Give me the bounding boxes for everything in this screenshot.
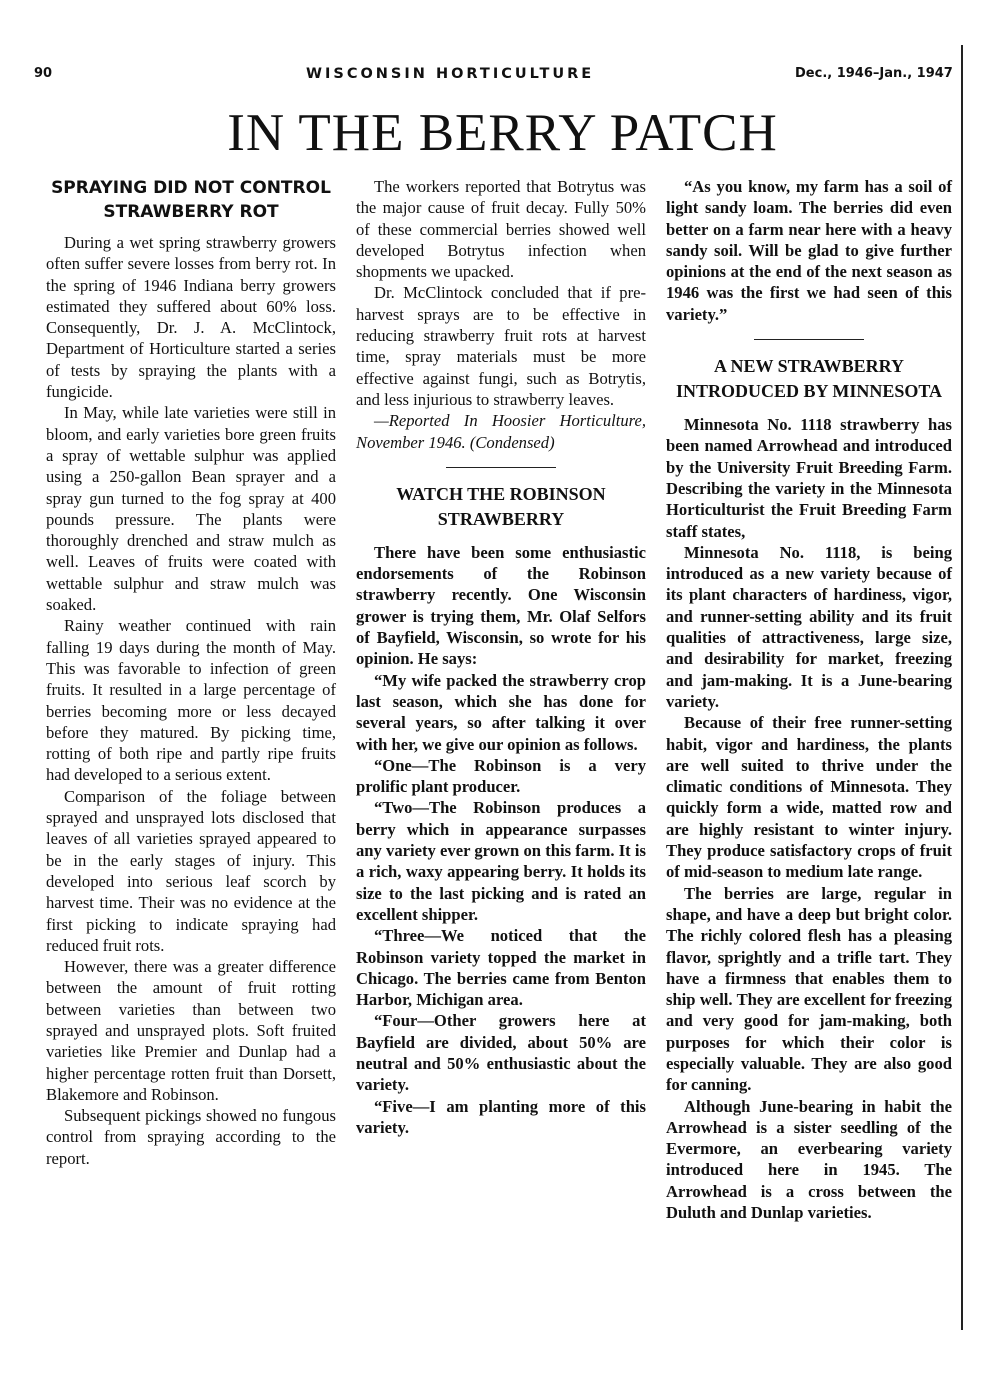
- article-paragraph: Minnesota No. 1118, is being introduced as a new variety because of its plant characters of hardiness, vigor, and runner-setting ability and its fruit qualities of attractiveness, large size, and desirability for market, freezing and jam-making. It is a June-bearing variety.: [666, 542, 952, 711]
- article-credit: —Reported In Hoosier Horticulture, November 1946. (Condensed): [356, 411, 646, 452]
- article-paragraph: Minnesota No. 1118 strawberry has been named Arrowhead and introduced by the University Fruit Breeding Farm. Describing the variety in the Minnesota Horticulturist the Fruit Breeding Farm staff states,: [666, 415, 952, 541]
- running-head: WISCONSIN HORTICULTURE: [306, 66, 595, 82]
- article-paragraph: “Three—We noticed that the Robinson variety topped the market in Chicago. The berries came from Benton Harbor, Michigan area.: [356, 926, 646, 1010]
- column-1: [46, 176, 336, 1169]
- article-paragraph: However, there was a greater difference between the amount of fruit rotting between varieties than between two sprayed and unsprayed plots. Soft fruited varieties like Premier and Dunlap had a higher percentage rotten fruit than Dorsett, Blakemore and Robinson.: [46, 957, 336, 1104]
- page-number: 90: [34, 66, 53, 81]
- article-paragraph: “My wife packed the strawberry crop last season, which she has done for several years, so after talking it over with her, we give our opinion as follows.: [356, 670, 646, 754]
- section-divider: [446, 467, 556, 468]
- column-2: [356, 176, 646, 1138]
- article-paragraph: Because of their free runner-setting habit, vigor and hardiness, the plants are well suited to thrive under the climatic conditions of Minnesota. They quickly form a wide, matted row and are highly resistant to winter injury. They produce satisfactory crops of fruit of mid-season to medium late range.: [666, 713, 952, 882]
- page-title: IN THE BERRY PATCH: [227, 104, 778, 162]
- article-paragraph: During a wet spring strawberry growers often suffer severe losses from berry rot. In the spring of 1946 Indiana berry growers estimated they suffered about 60% loss. Consequently, Dr. J. A. McClintock, Department of Horticulture started a series of tests by spraying the plants with a fungicide.: [46, 233, 336, 402]
- column-3: [666, 176, 952, 1223]
- article-paragraph: In May, while late varieties were still in bloom, and early varieties bore green fruits a spray of wettable sulphur was applied using a 250-gallon Bean sprayer and a spray gun turned to the fog spray at 400 pounds pressure. The plants were thoroughly drenched and straw mulch as well. Leaves of fruits were coated with wettable sulphur and straw mulch was soaked.: [46, 403, 336, 615]
- article-paragraph: Although June-bearing in habit the Arrowhead is a sister seedling of the Evermore, an everbearing variety introduced here in 1945. The Arrowhead is a cross between the Duluth and Dunlap varieties.: [666, 1096, 952, 1223]
- article-paragraph: Dr. McClintock concluded that if pre-harvest sprays are to be effective in reducing strawberry fruit rots at harvest time, spray materials must be more effective against fungi, such as Botrytis, and less injurious to strawberry leaves.: [356, 283, 646, 409]
- article-heading-spraying: SPRAYING DID NOT CONTROL STRAWBERRY ROT: [51, 178, 331, 222]
- issue-date: Dec., 1946–Jan., 1947: [795, 66, 953, 81]
- article-paragraph: “Five—I am planting more of this variety.: [356, 1096, 646, 1137]
- article-paragraph: Subsequent pickings showed no fungous control from spraying according to the report.: [46, 1106, 336, 1168]
- article-paragraph: “Four—Other growers here at Bayfield are divided, about 50% are neutral and 50% enthusiastic about the variety.: [356, 1011, 646, 1095]
- article-heading-minnesota: A NEW STRAWBERRY INTRODUCED BY MINNESOTA: [675, 356, 943, 402]
- article-paragraph: “One—The Robinson is a very prolific plant producer.: [356, 755, 646, 797]
- article-paragraph: The berries are large, regular in shape, and have a deep but bright color. The richly colored flesh has a pleasing flavor, sprightly and a trifle tart. They have a firmness that enables them to ship well. They are excellent for freezing and very good for jam-making, both purposes for which their color is especially valuable. They are also good for canning.: [666, 883, 952, 1095]
- article-paragraph: There have been some enthusiastic endorsements of the Robinson strawberry recently. One Wisconsin grower is trying them, Mr. Olaf Selfors of Bayfield, Wisconsin, so wrote for his opinion. He says:: [356, 542, 646, 669]
- article-heading-robinson: WATCH THE ROBINSON STRAWBERRY: [396, 483, 606, 529]
- article-paragraph: Rainy weather continued with rain falling 19 days during the month of May. This was favorable to infection of green fruits. It resulted in a large percentage of berries becoming more or less decayed before they matured. By picking time, rotting of both ripe and partly ripe fruits had developed to a serious extent.: [46, 616, 336, 785]
- article-paragraph: The workers reported that Botrytus was the major cause of fruit decay. Fully 50% of these commercial berries showed well developed Botrytus infection when shopments we upacked.: [356, 177, 646, 282]
- article-paragraph: Comparison of the foliage between sprayed and unsprayed lots disclosed that leaves of all varieties sprayed appeared to be in the early stages of injury. This developed into serious leaf scorch by harvest time. Their was no evidence at the first picking to indicate spraying had reduced fruit rots.: [46, 786, 336, 955]
- column-rule: [961, 45, 963, 1330]
- article-paragraph: “Two—The Robinson produces a berry which in appearance surpasses any variety ever grown on this farm. It is a rich, waxy appearing berry. It holds its size to the last picking and is rated an excellent shipper.: [356, 798, 646, 924]
- article-paragraph: “As you know, my farm has a soil of light sandy loam. The berries did even better on a farm near here with a heavy sandy soil. Will be glad to give further opinions at the end of the next season as 1946 was the first we had seen of this variety.”: [666, 177, 952, 324]
- section-divider: [754, 339, 864, 340]
